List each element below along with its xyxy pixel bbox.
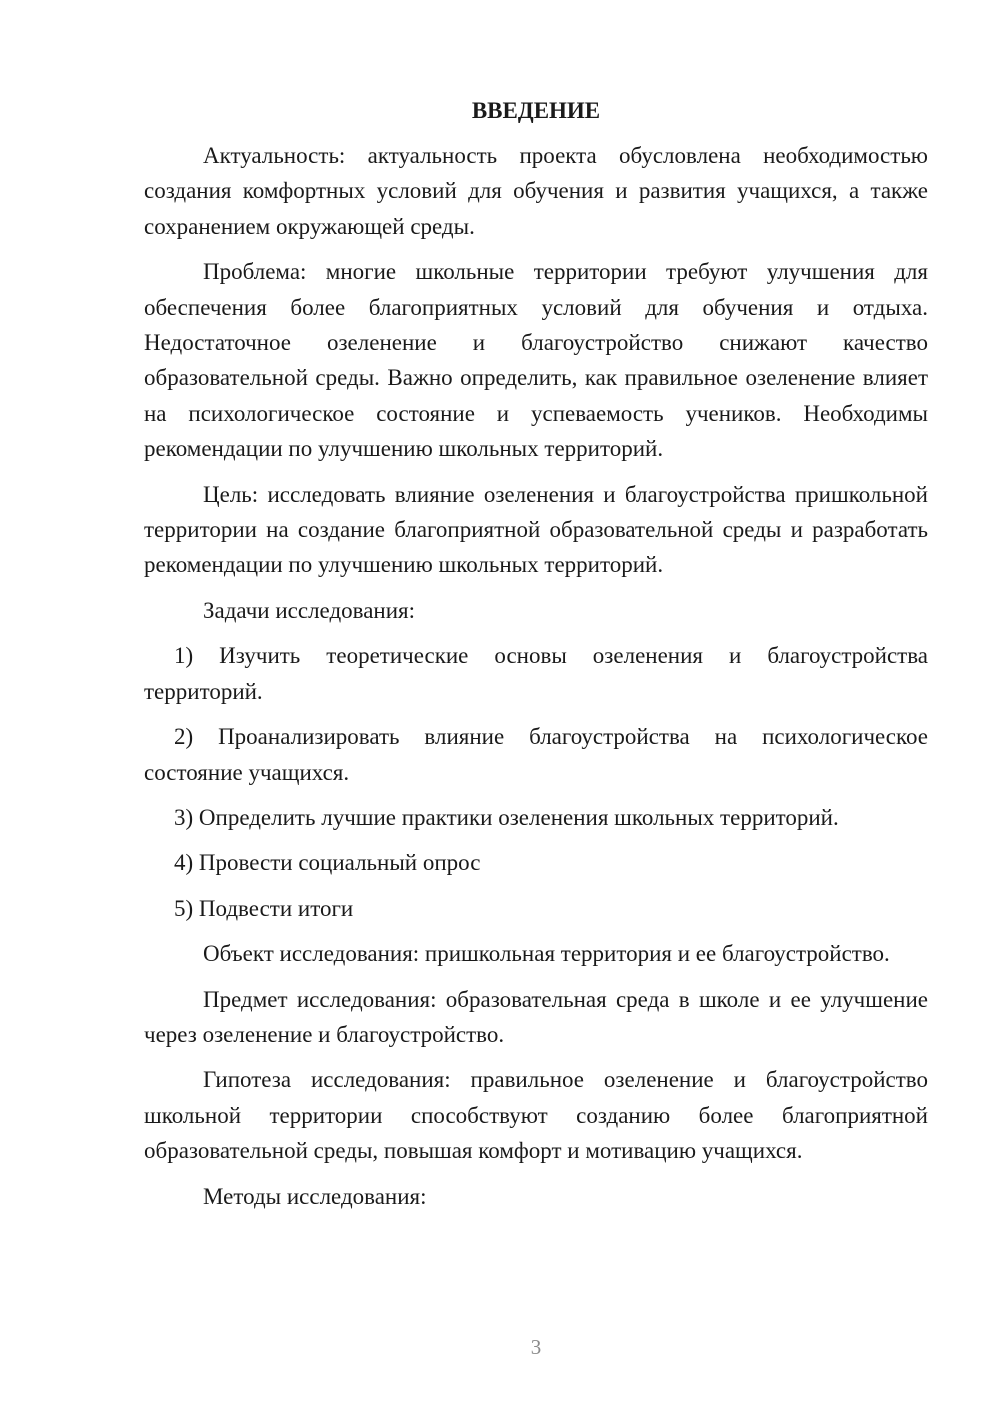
paragraph-relevance: Актуальность: актуальность проекта обусловлена необходимостью создания комфортных условий для обучения и развития учащихся, а также сохранением окружающей среды. [144,143,928,239]
paragraph-tasks-intro: Задачи исследования: [203,597,416,623]
list-item: 2) Проанализировать влияние благоустройства на психологическое состояние учащихся. [144,724,928,785]
list-item: 3) Определить лучшие практики озеленения школьных территорий. [174,804,839,830]
list-item: 4) Провести социальный опрос [174,850,481,876]
page-number: 3 [530,1335,542,1359]
paragraph-goal: Цель: исследовать влияние озеленения и благоустройства пришкольной территории на создание благоприятной образовательной среды и разработать рекомендации по улучшению школьных территорий. [144,481,928,578]
paragraph-methods: Методы исследования: [203,1183,427,1209]
tasks-list [144,638,928,926]
paragraph-hypothesis: Гипотеза исследования: правильное озеленение и благоустройство школьной территории способствуют созданию более благоприятной образовательной среды, повышая комфорт и мотивацию учащихся. [144,1067,928,1164]
paragraph-subject: Предмет исследования: образовательная среда в школе и ее улучшение через озеленение и благоустройство. [144,986,928,1047]
list-item: 1) Изучить теоретические основы озеленения и благоустройства территорий. [144,643,928,704]
list-item: 5) Подвести итоги [174,895,354,921]
paragraph-object: Объект исследования: пришкольная территория и ее благоустройство. [203,941,890,967]
page-content [144,94,928,1224]
section-heading: ВВЕДЕНИЕ [471,98,601,123]
paragraph-problem: Проблема: многие школьные территории требуют улучшения для обеспечения более благоприятных условий для обучения и отдыха. Недостаточное озеленение и благоустройство снижают качество образовательной среды. Важно определить, как правильное озеленение влияет на психологическое состояние и успеваемость учеников. Необходимы рекомендации по улучшению школьных территорий. [144,259,928,462]
